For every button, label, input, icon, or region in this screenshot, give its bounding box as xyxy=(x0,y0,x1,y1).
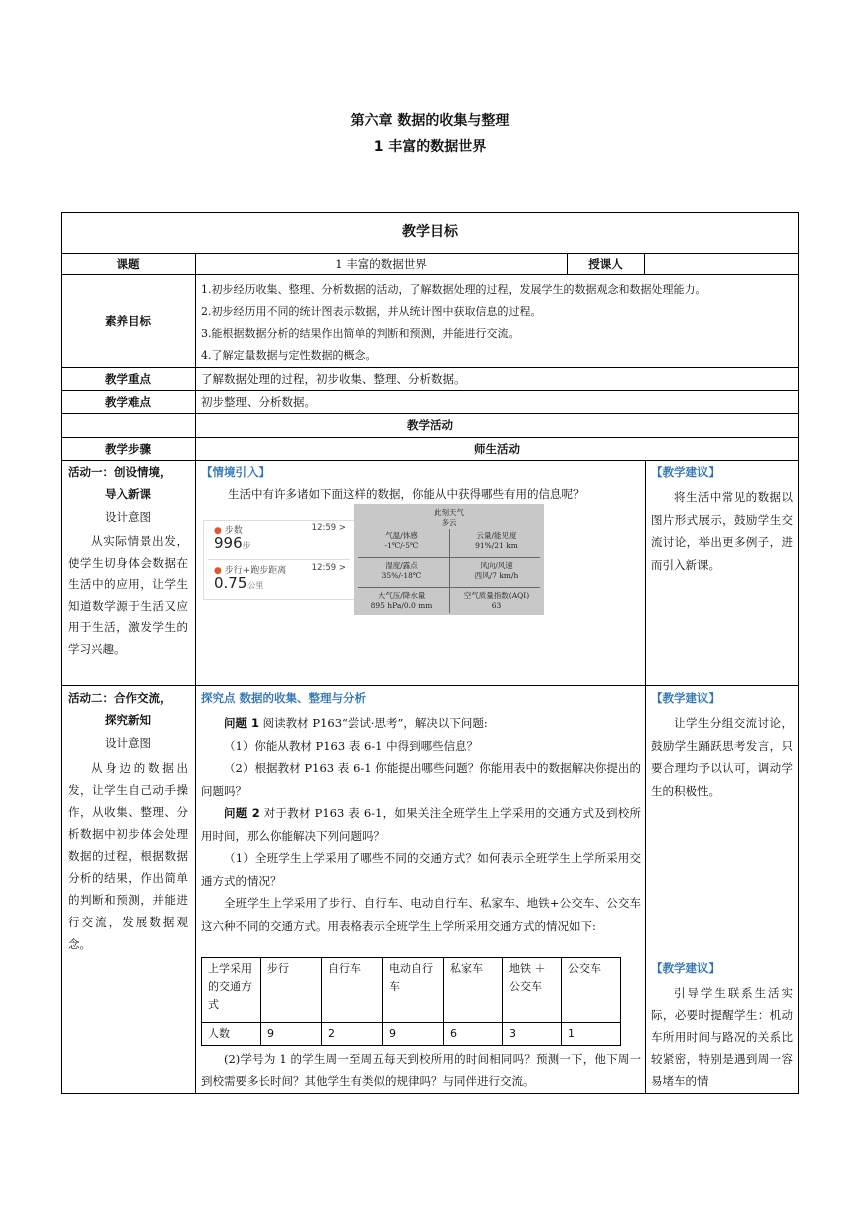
table-row xyxy=(202,958,621,1023)
steps-label: ● 步数 xyxy=(214,526,243,536)
humidity-label: 湿度/露点 xyxy=(385,561,418,570)
weather-condition: 多云 xyxy=(441,518,457,527)
table-header-cell: 自行车 xyxy=(322,958,383,1023)
intro-text: 生活中有许多诸如下面这样的数据，你能从中获得哪些有用的信息呢？ xyxy=(228,487,585,501)
weather-title: 此刻天气 xyxy=(434,508,464,517)
activity1-suggest-tag: 【教学建议】 xyxy=(651,465,720,479)
activity2-suggest1-text: 让学生分组交流讨论，鼓励学生踊跃思考发言，只要合理均予以认可，调动学生的积极性。 xyxy=(651,716,793,798)
table-row xyxy=(202,1023,621,1046)
footprint-icon: ● xyxy=(214,526,222,536)
question2-part-a: （1）全班学生上学采用了哪些不同的交通方式？如何表示全班学生上学所采用交通方式的情况？ xyxy=(201,851,641,888)
runner-icon: ● xyxy=(214,566,222,576)
literacy-item: 4.了解定量数据与定性数据的概念。 xyxy=(201,349,377,362)
steps-value: 996步 xyxy=(214,534,251,552)
question2-part-b: (2)学号为 1 的学生周一至周五每天到校所用的时间相同吗？预测一下，他下周一到校需要多长时间？其他学生有类似的规律吗？与同伴进行交流。 xyxy=(201,1052,641,1088)
table-header-cell: 公交车 xyxy=(562,958,621,1023)
cloud-value: 91%/21 km xyxy=(475,541,518,550)
goals-heading: 教学目标 xyxy=(402,224,458,240)
question2-answer: 全班学生上学采用了步行、自行车、电动自行车、私家车、地铁+公交车、公交车这六种不同的交通方式。用表格表示全班学生上学所采用交通方式的情况如下: xyxy=(201,896,641,933)
activity1-intent-label: 设计意图 xyxy=(105,510,151,524)
question1-part-a: （1）你能从教材 P163 表 6-1 中得到哪些信息？ xyxy=(224,738,479,753)
activity2-body xyxy=(201,712,641,937)
activity1-suggest-text: 将生活中常见的数据以图片形式展示，鼓励学生交流讨论，举出更多例子，进而引入新课。 xyxy=(651,490,793,572)
teacher-student-label: 师生活动 xyxy=(474,442,520,456)
activity1-intent-text: 从实际情景出发，使学生切身体会数据在生活中的应用，让学生知道数学源于生活又应用于生活，激发学生的学习兴趣。 xyxy=(68,534,188,656)
wind-value: 西风/7 km/h xyxy=(474,571,519,580)
teacher-label: 授课人 xyxy=(588,257,623,271)
wind-label: 风向/风速 xyxy=(480,561,513,570)
literacy-goals xyxy=(201,279,797,367)
activity2-suggest2-tag: 【教学建议】 xyxy=(651,961,720,975)
distance-value: 0.75公里 xyxy=(214,574,264,592)
distance-time: 12:59 > xyxy=(311,563,346,573)
table-header-cell: 步行 xyxy=(261,958,322,1023)
aqi-label: 空气质量指数(AQI) xyxy=(463,591,530,600)
table-header-cell: 上学采用的交通方式 xyxy=(202,958,261,1023)
pressure-label: 大气压/降水量 xyxy=(377,591,426,600)
activity1-subtitle: 导入新课 xyxy=(105,487,151,501)
activity2-intent-label: 设计意图 xyxy=(105,736,151,750)
chapter-title: 第六章 数据的收集与整理 xyxy=(350,113,510,129)
table-cell: 6 xyxy=(444,1023,503,1046)
transport-table xyxy=(201,957,621,1046)
activity2-subtitle: 探究新知 xyxy=(105,713,151,727)
key-point-label: 教学重点 xyxy=(105,372,151,386)
activity-heading: 教学活动 xyxy=(407,418,453,432)
activity2-suggest1-tag: 【教学建议】 xyxy=(651,691,720,705)
table-cell: 9 xyxy=(261,1023,322,1046)
table-row-label: 人数 xyxy=(202,1023,261,1046)
cloud-label: 云量/能见度 xyxy=(476,531,517,540)
question1-text: 阅读教材 P163“尝试·思考”，解决以下问题: xyxy=(262,716,488,730)
literacy-item: 1.初步经历收集、整理、分析数据的活动，了解数据处理的过程，发展学生的数据观念和数据处理能力。 xyxy=(201,283,707,296)
section-title: 1 丰富的数据世界 xyxy=(373,139,487,155)
activity2-title: 活动二：合作交流， xyxy=(68,691,172,705)
table-cell: 2 xyxy=(322,1023,383,1046)
table-cell: 9 xyxy=(383,1023,444,1046)
pressure-value: 895 hPa/0.0 mm xyxy=(370,601,433,610)
literacy-item: 2.初步经历用不同的统计图表示数据，并从统计图中获取信息的过程。 xyxy=(201,305,542,318)
table-cell: 1 xyxy=(562,1023,621,1046)
difficult-point-label: 教学难点 xyxy=(105,395,151,409)
key-point-value: 了解数据处理的过程，初步收集、整理、分析数据。 xyxy=(201,372,466,386)
table-header-cell: 地铁 ＋公交车 xyxy=(503,958,562,1023)
question1-part-b: （2）根据教材 P163 表 6-1 你能提出哪些问题？你能用表中的数据解决你提出的问题吗？ xyxy=(201,761,641,798)
literacy-label: 素养目标 xyxy=(105,314,151,328)
table-cell: 3 xyxy=(503,1023,562,1046)
table-header-cell: 私家车 xyxy=(444,958,503,1023)
aqi-value: 63 xyxy=(491,601,502,610)
weather-panel xyxy=(354,504,544,615)
humidity-value: 35%/-18℃ xyxy=(381,571,422,580)
difficult-point-value: 初步整理、分析数据。 xyxy=(201,395,316,409)
temp-value: -1℃/-5℃ xyxy=(384,541,419,550)
intro-tag: 【情境引入】 xyxy=(201,465,270,479)
topic-label: 课题 xyxy=(116,257,140,271)
activity1-title: 活动一：创设情境， xyxy=(68,465,172,479)
activity2-intent-text: 从身边的数据出发，让学生自己动手操作，从收集、整理、分析数据中初步体会处理数据的过程，根据数据分析的结果，作出简单的判断和预测，并能进行交流，发展数据观念。 xyxy=(68,761,188,951)
question2-label: 问题 2 xyxy=(224,806,260,820)
activity2-suggest2-text: 引导学生联系生活实际，必要时提醒学生：机动车所用时间与路况的关系比较紧密，特别是遇到周一容易堵车的情 xyxy=(651,986,793,1088)
temp-label: 气温/体感 xyxy=(385,531,418,540)
steps-label: 教学步骤 xyxy=(105,442,151,456)
explore-tag: 探究点 数据的收集、整理与分析 xyxy=(201,691,367,705)
distance-label: ● 步行+跑步距离 xyxy=(214,566,287,576)
question2-text: 对于教材 P163 表 6-1，如果关注全班学生上学采用的交通方式及到校所用时间，那么你能解决下列问题吗？ xyxy=(201,806,642,843)
literacy-item: 3.能根据数据分析的结果作出简单的判断和预测，并能进行交流。 xyxy=(201,327,520,340)
phone-activity-card xyxy=(203,520,355,600)
table-header-cell: 电动自行车 xyxy=(383,958,444,1023)
topic-value: 1 丰富的数据世界 xyxy=(335,257,427,271)
question1-label: 问题 1 xyxy=(224,716,260,730)
steps-time: 12:59 > xyxy=(311,523,346,533)
